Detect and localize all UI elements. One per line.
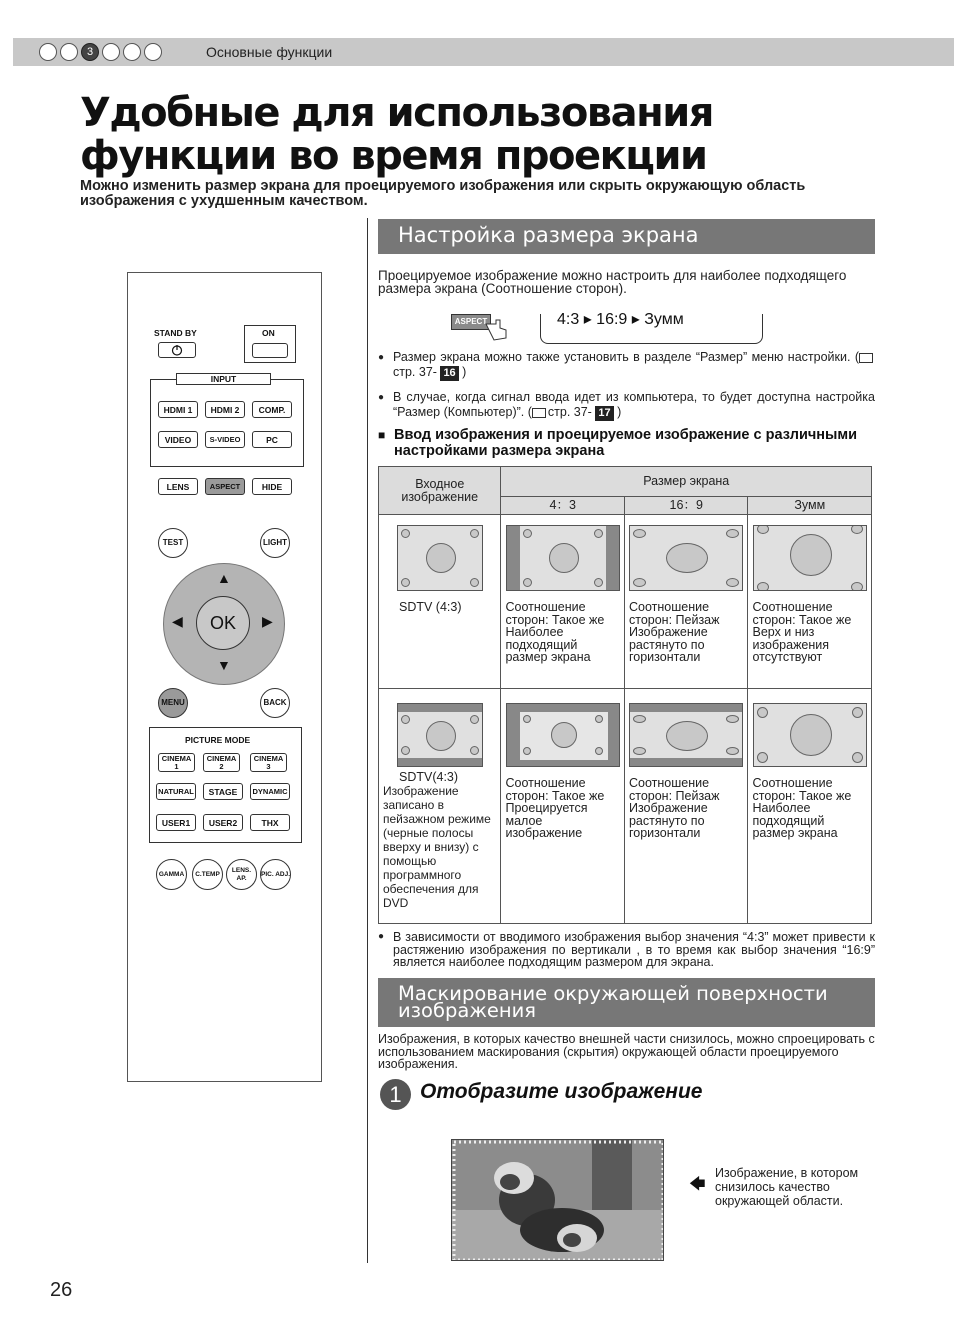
pointing-hand-icon (484, 318, 510, 342)
red-panda-photo (451, 1139, 664, 1261)
hdmi1-button[interactable]: HDMI 1 (158, 401, 198, 418)
on-button[interactable] (252, 343, 288, 358)
chapter-dot (144, 43, 162, 61)
row2-169-text: Соотношение сторон: Пейзаж Изображение растянуто по горизонтали (628, 776, 720, 840)
aspect-cycle-sequence: 4:3 ▸ 16:9 ▸ Зумм (557, 311, 684, 328)
diagram-169-letterbox (629, 703, 743, 767)
table-cell (501, 515, 625, 689)
chapter-indicator (39, 43, 162, 61)
step-number: 1 (380, 1079, 411, 1110)
note-text: В зависимости от вводимого изображения выбор значения “4:3” может привести к растяжению изображения по вертикали , в то время как выбор значения “16:9” является наиболее подходящим размером для экрана. (393, 930, 875, 969)
light-button[interactable]: LIGHT (260, 528, 290, 558)
diagram-zoom (753, 525, 867, 591)
page-badge: 16 (440, 366, 458, 381)
diagram-169 (629, 525, 743, 591)
table-cell (624, 689, 748, 924)
table-cell (379, 689, 501, 924)
remote-control (127, 272, 322, 1082)
test-button[interactable]: TEST (158, 528, 188, 558)
bullet-text: В случае, когда сигнал ввода идет из компьютера, то будет доступна настройка “Размер (Компьютер)”. ( (393, 390, 875, 419)
page-title: Удобные для использования функции во время проекции (80, 90, 713, 179)
section-heading-masking: Маскирование окружающей поверхности изображения (378, 978, 875, 1027)
note-bullet (378, 931, 875, 969)
diagram-43 (506, 525, 620, 591)
col-169-header: 16：9 (624, 497, 748, 515)
arrow-left-icon[interactable]: ◀ (172, 613, 183, 629)
dynamic-button[interactable]: DYNAMIC (250, 783, 290, 800)
diagram-zoom-letterbox (753, 703, 867, 767)
arrow-right-icon[interactable]: ▶ (262, 613, 273, 629)
hdmi2-button[interactable]: HDMI 2 (205, 401, 245, 418)
table-cell (501, 689, 625, 924)
page-badge: 17 (595, 406, 613, 421)
gamma-button[interactable]: GAMMA (156, 859, 187, 890)
cinema2-button[interactable]: CINEMA 2 (203, 753, 240, 772)
book-icon (532, 408, 546, 418)
aspect-button[interactable]: ASPECT (205, 478, 245, 495)
standby-label: STAND BY (154, 328, 197, 338)
ctemp-button[interactable]: C.TEMP (192, 859, 223, 890)
chapter-dot-active: 3 (81, 43, 99, 61)
user2-button[interactable]: USER2 (203, 814, 243, 831)
lens-button[interactable]: LENS (158, 478, 198, 495)
book-icon (859, 353, 873, 363)
video-button[interactable]: VIDEO (158, 431, 198, 448)
photo-caption: Изображение, в котором снизилось качество окружающей области. (715, 1166, 859, 1208)
input-label: INPUT (176, 373, 271, 385)
page-subtitle: Можно изменить размер экрана для проецируемого изображения или скрыть окружающую область изображения с ухудшенным качеством. (80, 178, 806, 209)
power-icon (171, 344, 183, 356)
cinema1-button[interactable]: CINEMA 1 (158, 753, 195, 772)
arrow-left-icon: 🡄 (689, 1176, 706, 1193)
chapter-bar (13, 38, 954, 66)
table-cell (624, 515, 748, 689)
hide-button[interactable]: HIDE (252, 478, 292, 495)
chapter-dot (39, 43, 57, 61)
chapter-dot (123, 43, 141, 61)
row1-43-text: Соотношение сторон: Такое же Наиболее подходящий размер экрана (505, 600, 605, 664)
natural-button[interactable]: NATURAL (156, 783, 196, 800)
chapter-dot (102, 43, 120, 61)
page-number: 26 (50, 1279, 73, 1301)
section1-intro: Проецируемое изображение можно настроить для наиболее подходящего размера экрана (Соотношение сторон). (378, 268, 847, 296)
row1-input-text: SDTV (4:3) (399, 600, 462, 614)
thx-button[interactable]: THX (250, 814, 290, 831)
comp-button[interactable]: COMP. (252, 401, 292, 418)
row1-zoom-text: Соотношение сторон: Такое же Верх и низ изображения отсутствуют (752, 600, 852, 664)
menu-button[interactable]: MENU (158, 688, 188, 718)
bullet-text: Размер экрана можно также установить в разделе “Размер” меню настройки. ( (393, 350, 859, 364)
row2-43-text: Соотношение сторон: Такое же Проецируется малое изображение (505, 776, 605, 840)
row2-input-title: SDTV(4:3) (399, 770, 459, 784)
picture-mode-label: PICTURE MODE (185, 735, 251, 745)
diagram-sdtv-letterbox (397, 703, 483, 767)
back-button[interactable]: BACK (260, 688, 290, 718)
user1-button[interactable]: USER1 (156, 814, 196, 831)
table-subheading: ■ Ввод изображения и проецируемое изображение с различными настройками размера экрана (378, 427, 875, 459)
input-group (150, 379, 304, 467)
cinema3-button[interactable]: CINEMA 3 (250, 753, 287, 772)
pic-adj-button[interactable]: PIC. ADJ. (260, 859, 291, 890)
lens-ap-button[interactable]: LENS. AP. (226, 859, 257, 890)
arrow-down-icon[interactable]: ▼ (217, 657, 231, 673)
svideo-button[interactable]: S-VIDEO (205, 431, 245, 448)
table-cell (379, 515, 501, 689)
aspect-table (378, 466, 872, 924)
section-heading-screen-size: Настройка размера экрана (378, 219, 875, 254)
table-cell (748, 689, 872, 924)
col-43-header: 4：3 (501, 497, 625, 515)
col-zoom-header: Зумм (748, 497, 872, 515)
table-cell (748, 515, 872, 689)
col-input-header: Входное изображение (379, 467, 501, 515)
step-title: Отобразите изображение (420, 1080, 703, 1103)
section2-intro: Изображения, в которых качество внешней части снизилось, можно спроецировать с использованием маскирования (скрытия) окружающей области проецируемого изображения. (378, 1032, 875, 1071)
bullet-computer: ● В случае, когда сигнал ввода идет из компьютера, то будет доступна настройка “Размер (Компьютер)”. ( стр. 37- 17 ) (378, 390, 875, 421)
col-screen-header: Размер экрана (501, 467, 872, 497)
diagram-sdtv (397, 525, 483, 591)
chapter-title: Основные функции (206, 44, 333, 60)
bullet-size-menu: ● Размер экрана можно также установить в разделе “Размер” меню настройки. (стр. 37- 16 ) (378, 350, 875, 381)
pc-button[interactable]: PC (252, 431, 292, 448)
column-divider (367, 218, 368, 1263)
row2-zoom-text: Соотношение сторон: Такое же Наиболее подходящий размер экрана (752, 776, 852, 840)
stage-button[interactable]: STAGE (203, 783, 243, 800)
ok-button[interactable]: OK (196, 596, 250, 650)
aspect-key-icon: ASPECT (451, 314, 491, 330)
on-label: ON (262, 328, 275, 338)
page-ref: стр. 37- (393, 365, 437, 379)
row1-169-text: Соотношение сторон: Пейзаж Изображение растянуто по горизонтали (628, 600, 720, 664)
page-ref: стр. 37- (547, 405, 592, 419)
chapter-dot (60, 43, 78, 61)
diagram-43-small (506, 703, 620, 767)
row2-input-text: Изображение записано в пейзажном режиме (черные полосы вверху и внизу) с помощью программного обеспечения для DVD (383, 783, 491, 910)
standby-button[interactable] (158, 342, 196, 358)
arrow-up-icon[interactable]: ▲ (217, 570, 231, 586)
